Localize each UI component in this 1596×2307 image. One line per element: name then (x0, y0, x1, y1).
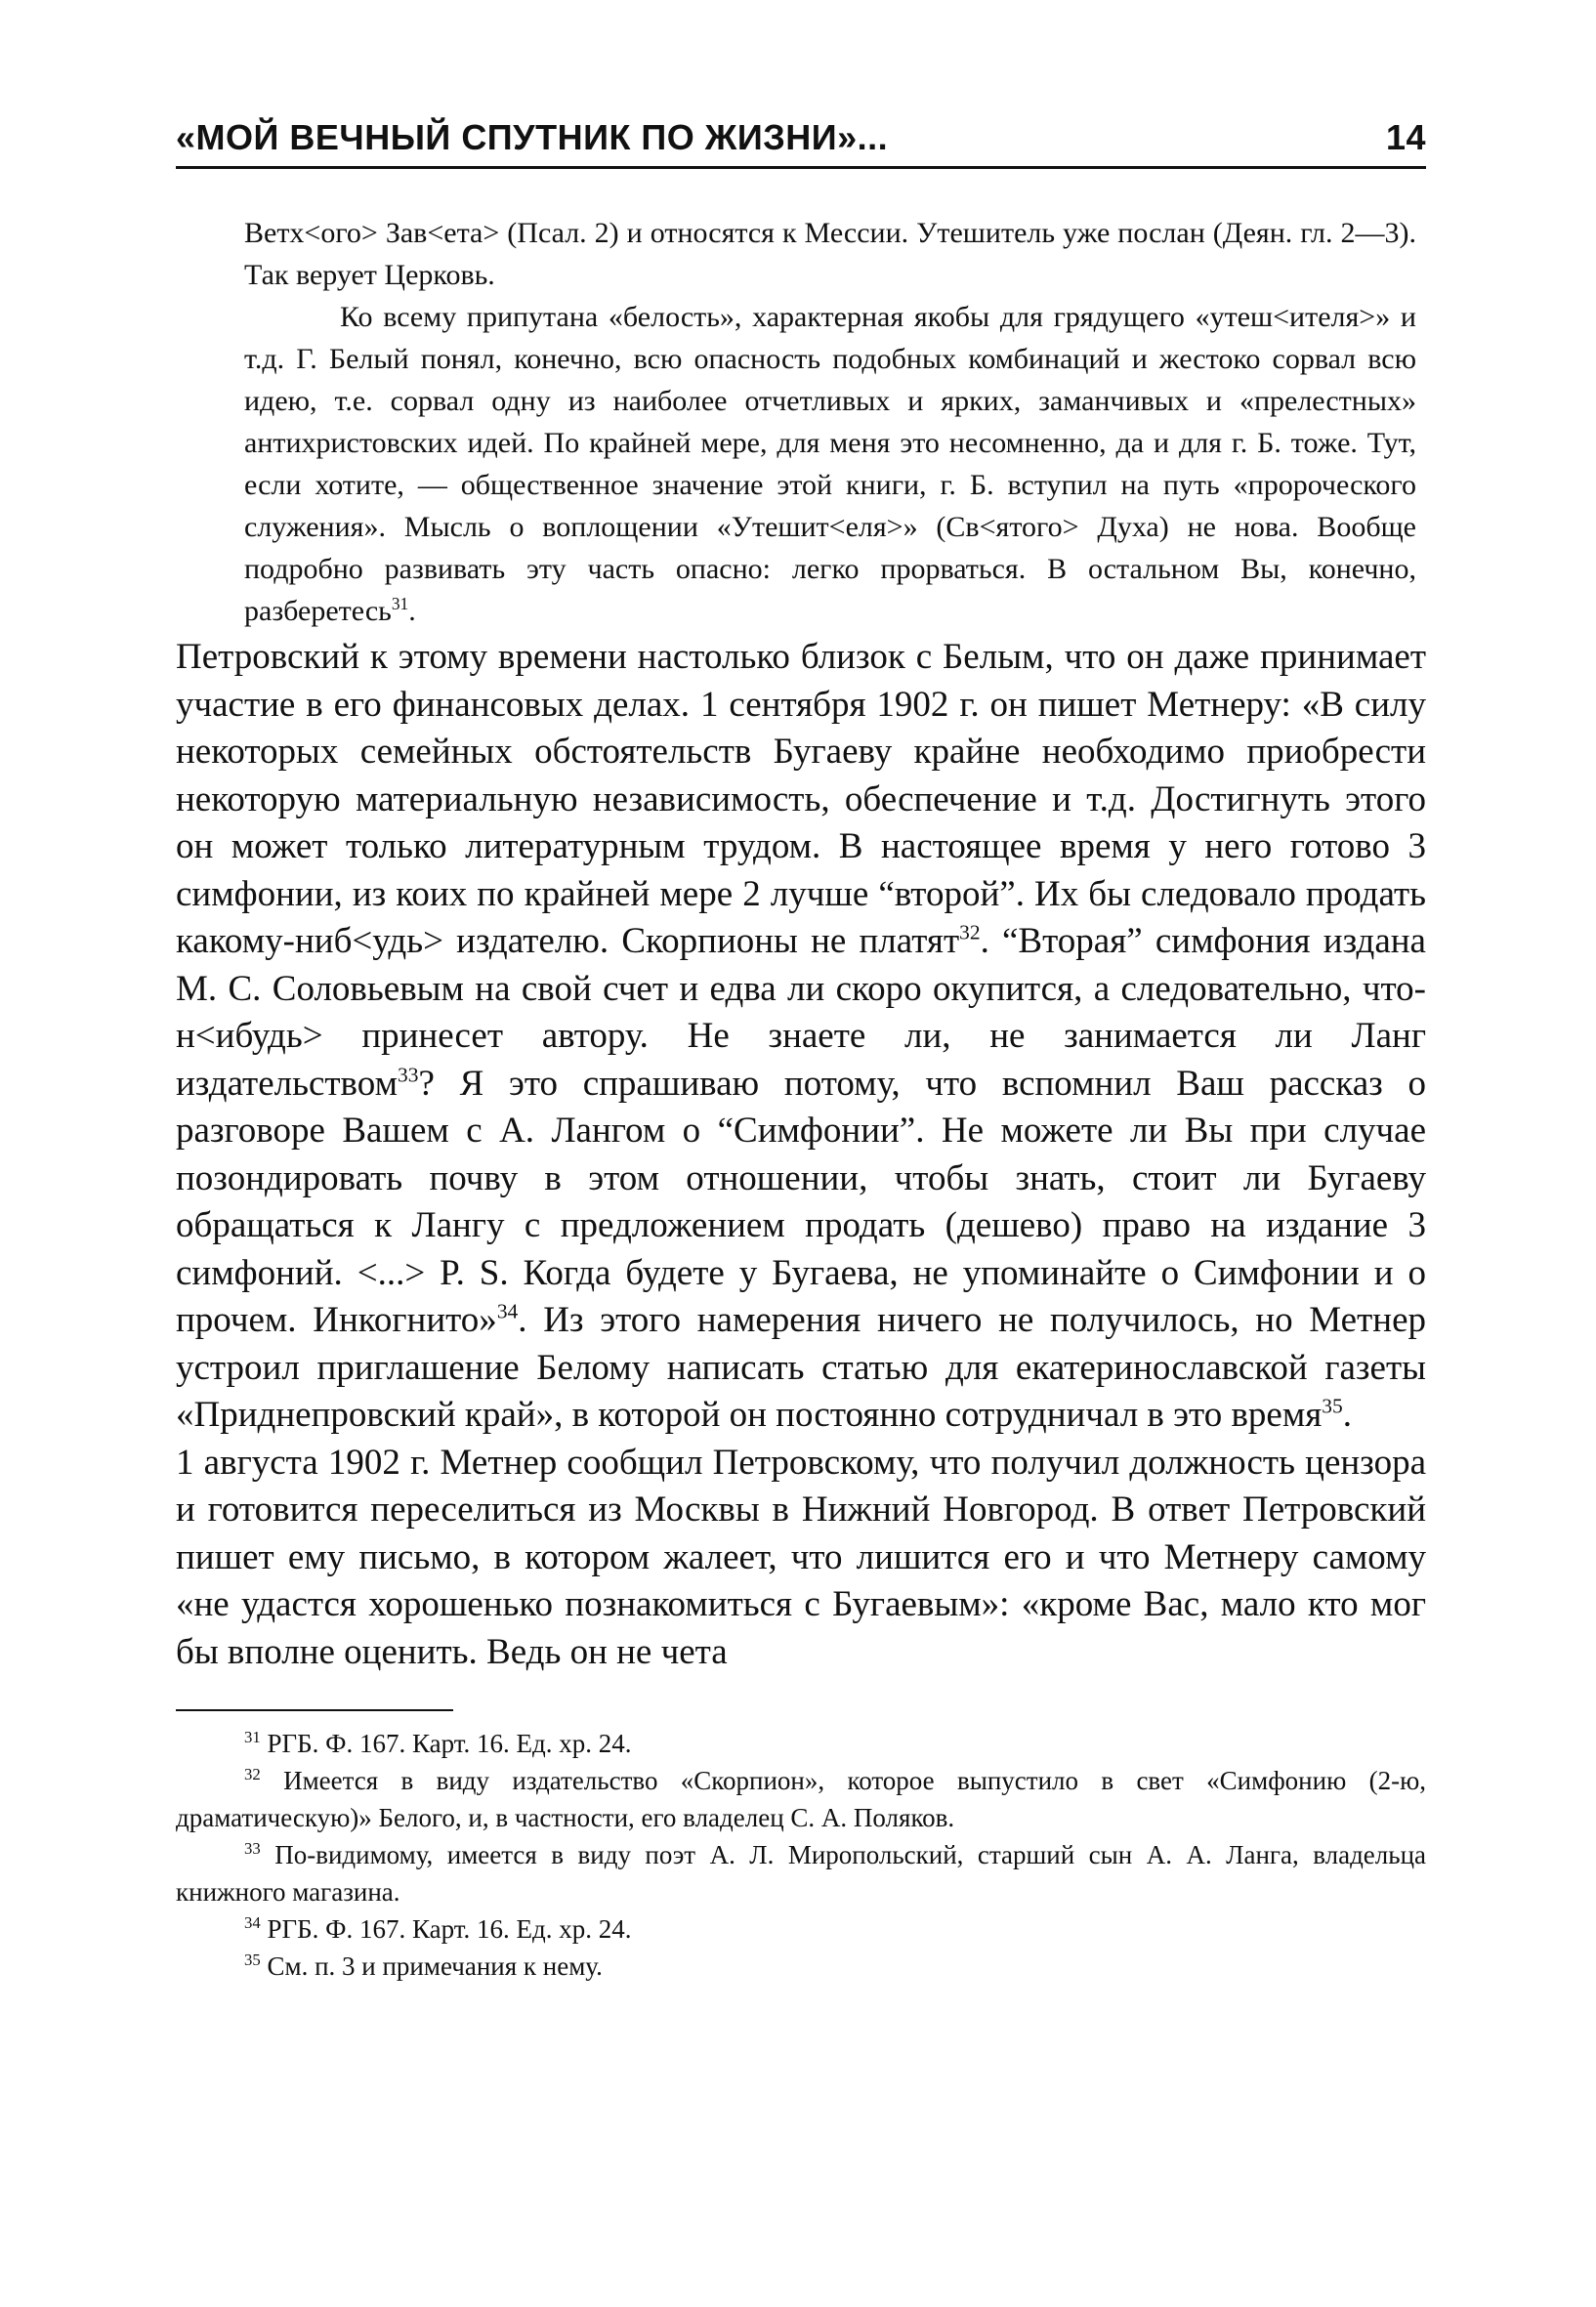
book-page (176, 117, 1426, 1985)
main-text (176, 634, 1426, 1676)
quote-paragraph (244, 296, 1416, 632)
footnote (176, 1836, 1426, 1910)
body-text: . Из этого намерения ничего не получилось, но Метнер устроил приглашение Белому написать статью для екатеринославской газеты «Приднепровский край», в которой он постоянно сотрудничал в это время (176, 1300, 1426, 1435)
footnote-ref: 33 (398, 1063, 419, 1087)
footnote-ref: 31 (391, 594, 409, 613)
footnote-divider (176, 1709, 453, 1711)
footnote-number: 35 (244, 1950, 261, 1969)
body-paragraph (176, 634, 1426, 1440)
running-title: «МОЙ ВЕЧНЫЙ СПУТНИК ПО ЖИЗНИ»... (176, 117, 889, 157)
footnote (176, 1910, 1426, 1948)
page-number: 14 (1385, 117, 1426, 157)
footnote-number: 34 (244, 1913, 261, 1932)
footnote-text: По-видимому, имеется в виду поэт А. Л. Миропольский, старший сын А. А. Ланга, владельца книжного магазина. (176, 1840, 1427, 1907)
footnote (176, 1725, 1426, 1762)
footnote-text: РГБ. Ф. 167. Карт. 16. Ед. хр. 24. (267, 1729, 632, 1758)
footnote-ref: 34 (496, 1299, 519, 1323)
footnote-ref: 32 (959, 920, 981, 944)
running-header (176, 117, 1426, 169)
body-text: ? Я это спрашиваю потому, что вспомнил Ваш рассказ о разговоре Вашем с А. Лангом о “Симфонии”. Не можете ли Вы при случае позондировать почву в этом отношении, чтобы знать, стоит ли Бугаеву обращаться к Лангу с предложением продать (дешево) право на издание 3 симфоний. <...> P. S. Когда будете у Бугаева, не упоминайте о Симфонии и о прочем. Инкогнито» (176, 1063, 1426, 1340)
footnote-text: Имеется в виду издательство «Скорпион», которое выпустило в свет «Симфонию (2-ю, драматическую)» Белого, и, в частности, его владелец С. А. Поляков. (176, 1766, 1426, 1832)
quote-text: . (408, 595, 416, 627)
quoted-letter (244, 212, 1416, 632)
footnote-ref: 35 (1322, 1394, 1343, 1418)
body-text: . “Вторая” симфония издана М. С. Соловьевым на свой счет и едва ли скоро окупится, а следовательно, что-н<ибудь> принесет автору. Не знаете ли, не занимается ли Ланг издательством (176, 921, 1426, 1104)
footnote (176, 1948, 1426, 1985)
footnote-number: 31 (244, 1728, 261, 1746)
body-text: Петровский к этому времени настолько близок с Белым, что он даже принимает участие в его финансовых делах. 1 сентября 1902 г. он пишет Метнеру: «В силу некоторых семейных обстоятельств Бугаеву крайне необходимо приобрести некоторую материальную независимость, обеспечение и т.д. Достигнуть этого он может только литературным трудом. В настоящее время у него готово 3 симфонии, из коих по крайней мере 2 лучше “второй”. Их бы следовало продать какому-ниб<удь> издателю. Скорпионы не платят (176, 637, 1426, 961)
footnote-text: См. п. 3 и примечания к нему. (267, 1951, 603, 1981)
footnote-number: 33 (244, 1839, 261, 1858)
footnote-text: РГБ. Ф. 167. Карт. 16. Ед. хр. 24. (267, 1914, 632, 1944)
quote-text: Ко всему припутана «белость», характерная якобы для грядущего «утеш<ителя>» и т.д. Г. Белый понял, конечно, всю опасность подобных комбинаций и жестоко сорвал всю идею, т.е. сорвал одну из наиболее отчетливых и ярких, заманчивых и «прелестных» антихристовских идей. По крайней мере, для меня это несомненно, да и для г. Б. тоже. Тут, если хотите, — общественное значение этой книги, г. Б. вступил на путь «пророческого служения». Мысль о воплощении «Утешит<еля>» (Св<ятого> Духа) не нова. Вообще подробно развивать эту часть опасно: легко прорваться. В остальном Вы, конечно, разберетесь (244, 301, 1416, 627)
footnote (176, 1762, 1426, 1836)
quote-paragraph: Ветх<ого> Зав<ета> (Псал. 2) и относятся к Мессии. Утешитель уже послан (Деян. гл. 2—3). Так верует Церковь. (244, 217, 1416, 291)
footnote-number: 32 (244, 1765, 261, 1783)
body-paragraph: 1 августа 1902 г. Метнер сообщил Петровскому, что получил должность цензора и готовится переселиться из Москвы в Нижний Новгород. В ответ Петровский пишет ему письмо, в котором жалеет, что лишится его и что Метнеру самому «не удастся хорошенько познакомиться с Бугаевым»: «кроме Вас, мало кто мог бы вполне оценить. Ведь он не чета (176, 1442, 1426, 1672)
body-text: . (1342, 1395, 1352, 1435)
footnotes (176, 1725, 1426, 1985)
